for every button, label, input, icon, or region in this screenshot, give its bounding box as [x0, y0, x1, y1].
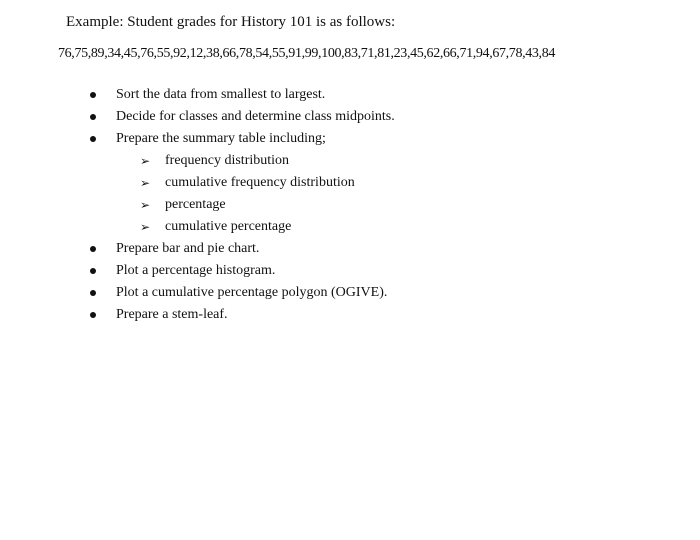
subtask-item: [0, 150, 700, 172]
bullet-icon: [90, 136, 96, 142]
task-list: [0, 84, 700, 326]
task-text: Prepare a stem-leaf.: [116, 307, 228, 322]
arrowhead-bullet-icon: ➢: [140, 154, 151, 168]
task-item: [0, 128, 700, 150]
subtask-text: cumulative percentage: [165, 219, 292, 234]
task-item: [0, 84, 700, 106]
task-text: Prepare the summary table including;: [116, 131, 326, 146]
arrowhead-bullet-icon: ➢: [140, 220, 151, 234]
bullet-icon: [90, 312, 96, 318]
task-item: [0, 106, 700, 128]
subtask-text: percentage: [165, 197, 226, 212]
bullet-icon: [90, 114, 96, 120]
subtask-item: [0, 216, 700, 238]
bullet-icon: [90, 246, 96, 252]
task-item: [0, 282, 700, 304]
subtask-item: [0, 172, 700, 194]
arrowhead-bullet-icon: ➢: [140, 176, 151, 190]
subtask-text: frequency distribution: [165, 153, 290, 168]
task-text: Decide for classes and determine class midpoints.: [116, 109, 395, 124]
task-item: [0, 260, 700, 282]
bullet-icon: [90, 290, 96, 296]
task-text: Plot a percentage histogram.: [116, 263, 276, 278]
task-item: [0, 304, 700, 326]
grades-data-line: 76,75,89,34,45,76,55,92,12,38,66,78,54,55,91,99,100,83,71,81,23,45,62,66,71,94,67,78,43,84: [58, 46, 556, 61]
example-title: Example: Student grades for History 101 is as follows:: [66, 14, 396, 30]
bullet-icon: [90, 268, 96, 274]
arrowhead-bullet-icon: ➢: [140, 198, 151, 212]
subtask-text: cumulative frequency distribution: [165, 175, 355, 190]
task-text: Prepare bar and pie chart.: [116, 241, 260, 256]
bullet-icon: [90, 92, 96, 98]
subtask-item: [0, 194, 700, 216]
task-text: Sort the data from smallest to largest.: [116, 87, 326, 102]
task-item: [0, 238, 700, 260]
task-text: Plot a cumulative percentage polygon (OGIVE).: [116, 285, 388, 300]
